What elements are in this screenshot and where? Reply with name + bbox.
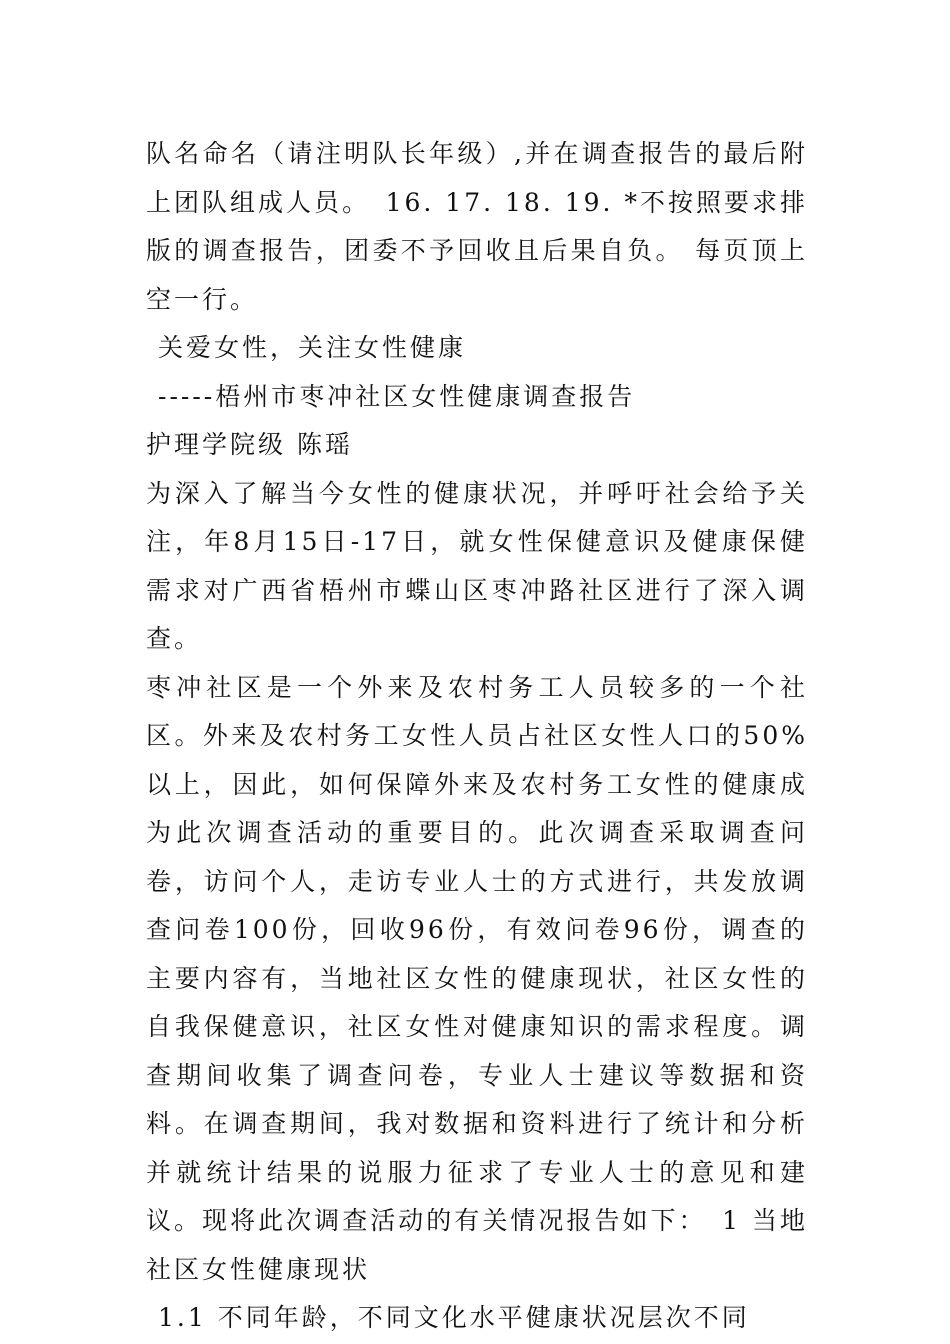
paragraph-community-overview: 枣冲社区是一个外来及农村务工人员较多的一个社区。外来及农村务工女性人员占社区女性人口的50%以上，因此，如何保障外来及农村务工女性的健康成为此次调查活动的重要目的。此次调查采取调查问卷，访问个人，走访专业人士的方式进行，共发放调查问卷100份，回收96份，有效问卷96份，调查的主要内容有，当地社区女性的健康现状，社区女性的自我保健意识，社区女性对健康知识的需求程度。调查期间收集了调查问卷，专业人士建议等数据和资料。在调查期间，我对数据和资料进行了统计和分析并就统计结果的说服力征求了专业人士的意见和建议。现将此次调查活动的有关情况报告如下： 1 当地社区女性健康现状	[146, 672, 808, 1284]
document-body	[146, 130, 808, 1343]
report-subtitle: -----梧州市枣冲社区女性健康调查报告	[158, 381, 636, 411]
paragraph-introduction: 为深入了解当今女性的健康状况，并呼吁社会给予关注，年8月15日-17日，就女性保健意识及健康保健需求对广西省梧州市蝶山区枣冲路社区进行了深入调查。	[146, 478, 808, 653]
paragraph-instructions: 队名命名（请注明队长年级）,并在调查报告的最后附上团队组成人员。 16. 17. 18. 19. *不按照要求排版的调查报告，团委不予回收且后果自负。 每页顶上空一行。	[146, 139, 808, 314]
section-heading-1-1: 1.1 不同年龄，不同文化水平健康状况层次不同	[158, 1303, 750, 1332]
report-author: 护理学院级 陈瑶	[146, 430, 353, 459]
report-title: 关爱女性，关注女性健康	[158, 333, 467, 362]
